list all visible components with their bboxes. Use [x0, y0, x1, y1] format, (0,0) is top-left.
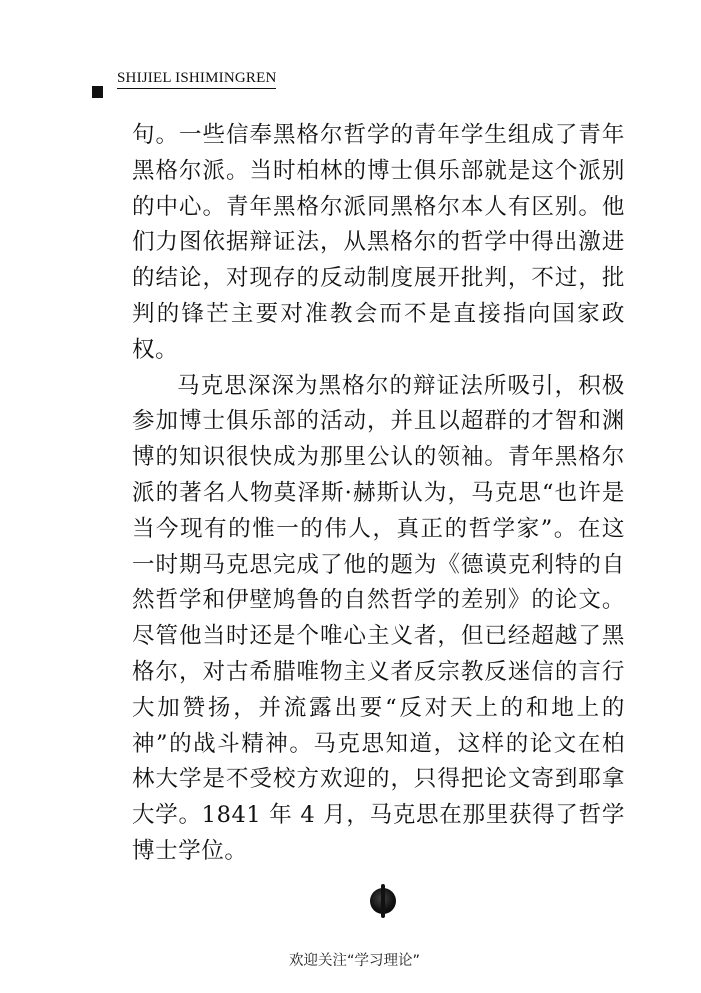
page-ornament-icon: [370, 888, 396, 914]
body-text: [132, 118, 625, 870]
paragraph-2: 马克思深深为黑格尔的辩证法所吸引，积极参加博士俱乐部的活动，并且以超群的才智和渊博的知识很快成为那里公认的领袖。青年黑格尔派的著名人物莫泽斯·赫斯认为，马克思“也许是当今现有的惟一的伟人，真正的哲学家”。在这一时期马克思完成了他的题为《德谟克利特的自然哲学和伊壁鸠鲁的自然哲学的差别》的论文。尽管他当时还是个唯心主义者，但已经超越了黑格尔，对古希腊唯物主义者反宗教反迷信的言行大加赞扬，并流露出要“反对天上的和地上的神”的战斗精神。马克思知道，这样的论文在柏林大学是不受校方欢迎的，只得把论文寄到耶拿大学。1841 年 4 月，马克思在那里获得了哲学博士学位。: [132, 372, 625, 864]
footer-note: 欢迎关注“学习理论”: [288, 953, 421, 969]
running-title: SHIJIEL ISHIMINGREN: [117, 70, 276, 89]
paragraph-1: 句。一些信奉黑格尔哲学的青年学生组成了青年黑格尔派。当时柏林的博士俱乐部就是这个派别的中心。青年黑格尔派同黑格尔本人有区别。他们力图依据辩证法，从黑格尔的哲学中得出激进的结论，对现存的反动制度展开批判，不过，批判的锋芒主要对准教会而不是直接指向国家政权。: [132, 122, 625, 363]
running-header: [92, 70, 332, 104]
header-square-icon: [92, 86, 103, 98]
